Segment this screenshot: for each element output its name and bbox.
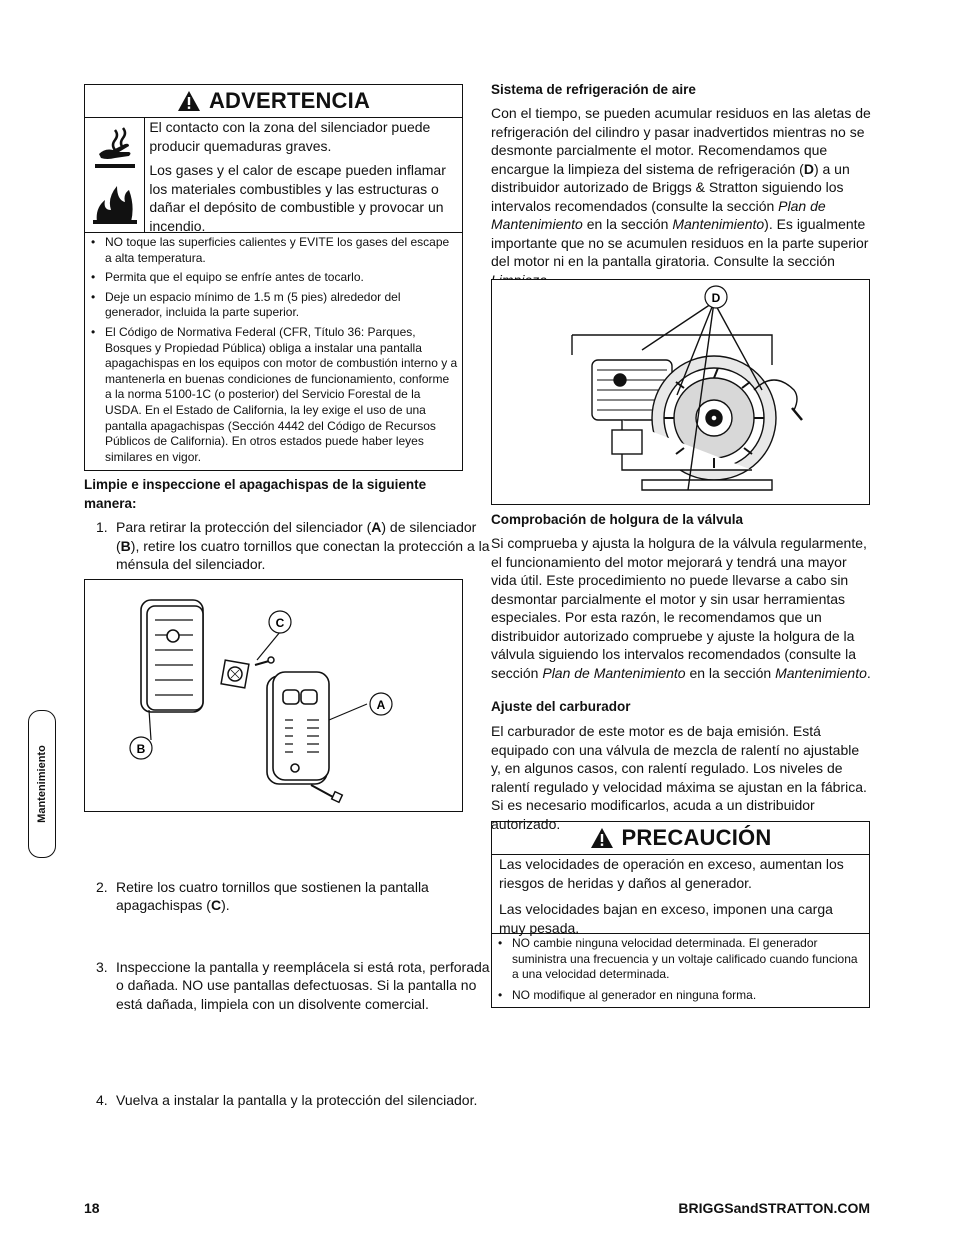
step-2 [84,878,496,915]
cooling-italic: Mantenimiento [672,216,765,232]
warning-triangle-icon [177,90,201,112]
callout-letter: A [371,519,382,535]
cooling-heading: Sistema de refrigeración de aire [491,82,696,97]
cooling-text: en la sección [582,216,673,232]
callout-a-label: A [376,698,386,712]
carburetor-paragraph: El carburador de este motor es de baja emisión. Está equipado con una válvula de mezcla de ralentí no ajustable y, en algunos casos, con ralentí regulado. Los niveles de ralentí regulado y velocidad máxima se ajustan en la fábrica. Si es necesario modificarlos, acuda a un distribuidor autorizado. [491,723,867,832]
warning-header [85,85,462,118]
section-side-tab-label: Mantenimiento [36,745,48,823]
callout-letter: B [120,537,131,554]
cooling-paragraph [491,104,871,289]
valve-paragraph [491,534,871,682]
callout-b-label: B [136,742,146,756]
warning-paragraph-2: Los gases y el calor de escape pueden inflamar los materiales combustibles y las estructuras o dañar el depósito de combustible y provocar un incendio. [149,162,446,234]
cooling-italic: Plan de Mantenimiento [491,197,826,232]
warning-bullets [85,233,462,465]
valve-text: . [866,664,871,681]
section-side-tab [28,710,56,858]
warning-bullet: • Deje un espacio mínimo de 1.5 m (5 pies) alrededor del generador, incluida la parte superior. [87,290,458,321]
caution-bullets [492,934,869,1003]
callout-c-label: C [275,616,285,630]
hot-surface-burn-icon [91,124,139,172]
caution-box [491,821,870,1008]
callout-letter: D [803,160,814,177]
step-3 [84,958,496,1014]
caution-title: PRECAUCIÓN [621,825,772,850]
cooling-text: ) a un distribuidor autorizado de Briggs & Stratton siguiendo los intervalos recomendados (consulte la sección [491,160,850,214]
caution-bullet: • NO cambie ninguna velocidad determinada. El generador suministra una frecuencia y un voltaje calificado cuando funciona a una velocidad determinada. [494,936,865,983]
hazard-icons [85,118,145,232]
step-number: 1. [96,519,108,535]
warning-triangle-icon [590,827,614,849]
warning-bullet: • El Código de Normativa Federal (CFR, Título 36: Parques, Bosques y Propiedad Pública) obliga a instalar una pantalla apagachispas en los equipos con motor de combustión interno y a mantenerla en buenas condiciones de funcionamiento, conforme a la norma 5100-1C (o posterior) del Servicio Forestal de la USDA. En el Estado de California, la ley exige el uso de una pantalla apagachispas (Sección 4442 del Código de Recursos Públicos de California). En otros estados puede haber leyes similares en vigor. [87,325,458,465]
step-1 [84,518,496,574]
step-text: ), retire los cuatro tornillos que conectan la protección a la ménsula del silenciador. [116,537,490,572]
caution-paragraph-2: Las velocidades bajan en exceso, imponen una carga muy pesada. [499,901,833,936]
caution-body [492,855,869,934]
valve-italic: Plan de Mantenimiento [542,664,686,681]
valve-italic: Mantenimiento [775,664,867,681]
cooling-text: Con el tiempo, se pueden acumular residuos en las aletas de refrigeración del cilindro y pasar inadvertidos mientras no se desmonte parcialmente el motor. Recomendamos que encargue la limpieza del sistema de refrigeración ( [491,105,871,177]
warning-hazard-row [85,118,462,233]
valve-text: en la sección [685,664,776,681]
warning-box [84,84,463,471]
step-number: 4. [96,1092,108,1108]
caution-header [492,822,869,855]
engine-cooling-illustration [492,280,868,503]
cooling-text: ). Es igualmente importante que no se acumulen residuos en la parte superior del motor ni en la pantalla giratoria. Consulte la sección [491,216,869,269]
warning-paragraph-1: El contacto con la zona del silenciador puede producir quemaduras graves. [149,119,431,154]
step-4 [84,1091,500,1110]
muffler-figure [84,579,463,812]
spark-arrester-heading: Limpie e inspeccione el apagachispas de la siguiente manera: [84,477,427,511]
step-text: ) de silenciador ( [116,519,477,554]
valve-heading: Comprobación de holgura de la válvula [491,512,744,527]
step-text: Para retirar la protección del silenciador ( [116,519,372,535]
step-text: Inspeccione la pantalla y reemplácela si está rota, perforada o dañada. NO use pantallas defectuosas. Si la pantalla no está dañada, limpiela con un disolvente comercial. [116,958,490,1012]
fire-icon [91,178,139,226]
valve-text: Si comprueba y ajusta la holgura de la válvula regularmente, el funcionamiento del motor mejorará y tendrá una mayor vida útil. Este procedimiento no puede llevarse a cabo sin desmontar parcialmente el motor y sin usar herramientas especiales. Por esta razón, le recomendamos que un distribuidor autorizado compruebe y ajuste la holgura de la válvula siguiendo los intervalos recomendados (consulte la sección [491,535,867,681]
step-number: 2. [96,878,108,895]
callout-d-label: D [711,291,721,305]
callout-letter: C [210,897,222,913]
warning-title: ADVERTENCIA [208,88,371,113]
caution-bullet: • NO modifique al generador en ninguna forma. [494,988,865,1004]
step-text: Vuelva a instalar la pantalla y la protección del silenciador. [116,1092,478,1108]
step-text: ). [221,897,230,913]
carburetor-heading: Ajuste del carburador [491,699,631,714]
page-number: 18 [84,1200,100,1216]
footer-website: BRIGGSandSTRATTON.COM [678,1200,870,1216]
muffler-illustration [85,580,461,810]
warning-hazard-text [145,118,462,232]
warning-bullet: • Permita que el equipo se enfríe antes de tocarlo. [87,270,458,286]
step-text: Retire los cuatro tornillos que sostienen la pantalla apagachispas ( [116,878,429,913]
step-number: 3. [96,958,108,975]
engine-figure [491,279,870,505]
caution-paragraph-1: Las velocidades de operación en exceso, aumentan los riesgos de heridas y daños al generador. [499,856,844,891]
warning-bullet: • NO toque las superficies calientes y EVITE los gases del escape a alta temperatura. [87,235,458,266]
